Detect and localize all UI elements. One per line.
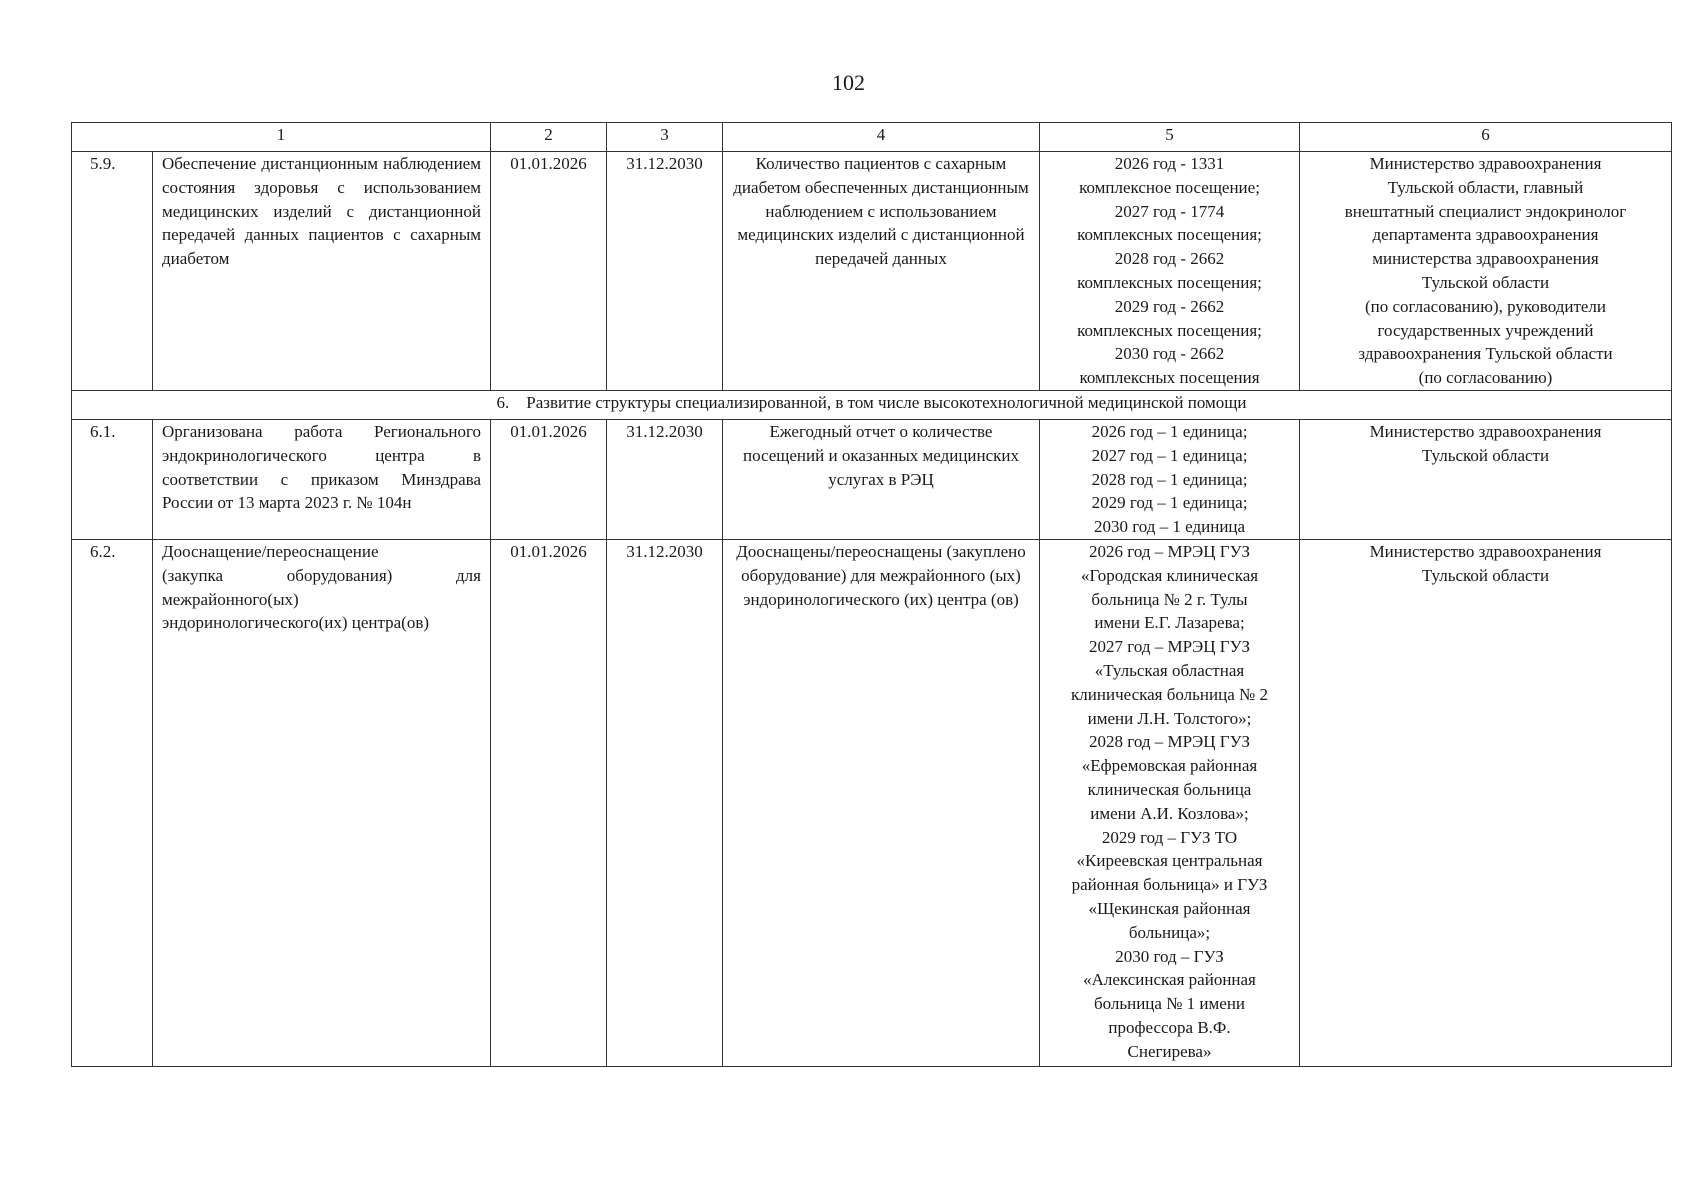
responsible-line: (по согласованию), руководители [1364,296,1607,316]
responsible-party [1300,539,1672,1066]
value-line: имени Л.Н. Толстого»; [1087,708,1252,728]
value-line: «Ефремовская районная [1081,756,1258,776]
value-line: «Городская клиническая [1080,565,1259,585]
column-header: 5 [1040,123,1300,152]
value-line: больница № 2 г. Тулы [1091,589,1248,609]
value-line: 2028 год – МРЭЦ ГУЗ [1089,732,1250,752]
value-line: 2027 год - 1774 [1114,201,1225,221]
responsible-line: здравоохранения Тульской области [1358,344,1613,364]
end-date: 31.12.2030 [607,420,723,540]
value-line: 2027 год – 1 единица; [1091,445,1248,465]
indicator: Ежегодный отчет о количестве посещений и оказанных медицинских услугах в РЭЦ [723,420,1040,540]
value-line: «Щекинская районная [1088,898,1251,918]
value-line: 2028 год – 1 единица; [1091,469,1248,489]
value-line: 2030 год - 2662 [1114,344,1225,364]
value-line: комплексных посещения [1079,368,1260,388]
row-number: 6.1. [72,420,153,540]
value-line: комплексных посещения; [1077,225,1262,245]
table-row [72,420,1672,540]
column-header: 2 [491,123,607,152]
measure-name-line: межрайонного(ых) [162,589,299,609]
responsible-line: (по согласованию) [1418,368,1553,388]
plan-table [71,122,1672,1067]
measure-name-line: Дооснащение/переоснащение [162,541,379,561]
value-line: комплексных посещения; [1077,320,1262,340]
responsible-line: Тульской области [1421,445,1550,465]
indicator: Количество пациентов с сахарным диабетом обеспеченных дистанционным наблюдением с использованием медицинских изделий с дистанционной передачей данных [723,152,1040,391]
section-heading [72,391,1672,420]
responsible-line: внештатный специалист эндокринолог [1344,201,1627,221]
row-number: 5.9. [72,152,153,391]
value-line: 2029 год – ГУЗ ТО [1101,827,1238,847]
value-line: 2027 год – МРЭЦ ГУЗ [1089,637,1250,657]
indicator: Дооснащены/переоснащены (закуплено оборудование) для межрайонного (ых) эндоринологического (их) центра (ов) [723,539,1040,1066]
value-line: 2029 год – 1 единица; [1091,493,1248,513]
value-line: 2030 год – 1 единица [1093,517,1246,537]
value-line: 2026 год - 1331 [1114,154,1225,173]
responsible-party [1300,420,1672,540]
responsible-line: Тульской области [1421,565,1550,585]
value-line: 2026 год – 1 единица; [1091,422,1248,441]
value-line: клиническая больница [1087,779,1252,799]
value-line: имени Е.Г. Лазарева; [1094,613,1245,633]
value-line: «Тульская областная [1094,660,1245,680]
value-line: комплексных посещения; [1077,272,1262,292]
table-row [72,539,1672,1066]
value-line: 2030 год – ГУЗ [1115,946,1224,966]
measure-name-line: эндоринологического(их) центра(ов) [162,613,430,633]
target-values [1040,539,1300,1066]
column-header: 1 [72,123,491,152]
responsible-line: Тульской области, главный [1387,177,1584,197]
row-number: 6.2. [72,539,153,1066]
measure-name-line: (закупка оборудования) для [162,565,481,585]
end-date: 31.12.2030 [607,152,723,391]
responsible-line: министерства здравоохранения [1372,249,1599,269]
value-line: 2028 год - 2662 [1114,249,1225,269]
value-line: «Алексинская районная [1083,970,1256,990]
value-line: «Киреевская центральная [1076,851,1263,871]
responsible-line: департамента здравоохранения [1372,225,1599,245]
column-header: 3 [607,123,723,152]
responsible-line: Министерство здравоохранения [1369,154,1602,173]
value-line: районная больница» и ГУЗ [1071,875,1268,895]
column-header: 6 [1300,123,1672,152]
responsible-line: Тульской области [1421,272,1550,292]
value-line: имени А.И. Козлова»; [1090,803,1249,823]
value-line: больница»; [1128,922,1211,942]
responsible-line: Министерство здравоохранения [1369,422,1602,441]
section-number: 6. [496,393,510,412]
value-line: профессора В.Ф. [1108,1017,1231,1037]
value-line: 2026 год – МРЭЦ ГУЗ [1089,541,1250,561]
measure-name: Обеспечение дистанционным наблюдением состояния здоровья с использованием медицинских изделий с дистанционной передачей данных пациентов с сахарным диабетом [153,152,491,391]
measure-name [153,539,491,1066]
target-values [1040,420,1300,540]
page-number: 102 [832,70,865,95]
value-line: больница № 1 имени [1093,994,1246,1014]
value-line: Снегирева» [1127,1041,1212,1061]
measure-name: Организована работа Регионального эндокринологического центра в соответствии с приказом Минздрава России от 13 марта 2023 г. № 104н [153,420,491,540]
value-line: комплексное посещение; [1079,177,1260,197]
column-header: 4 [723,123,1040,152]
table-row [72,152,1672,391]
target-values [1040,152,1300,391]
start-date: 01.01.2026 [491,152,607,391]
responsible-party [1300,152,1672,391]
section-heading-row [72,391,1672,420]
responsible-line: государственных учреждений [1377,320,1594,340]
value-line: клиническая больница № 2 [1071,684,1268,704]
section-title: Развитие структуры специализированной, в том числе высокотехнологичной медицинской помощи [526,393,1247,412]
end-date: 31.12.2030 [607,539,723,1066]
table-header-row [72,123,1672,152]
value-line: 2029 год - 2662 [1114,296,1225,316]
start-date: 01.01.2026 [491,420,607,540]
start-date: 01.01.2026 [491,539,607,1066]
responsible-line: Министерство здравоохранения [1369,541,1602,561]
